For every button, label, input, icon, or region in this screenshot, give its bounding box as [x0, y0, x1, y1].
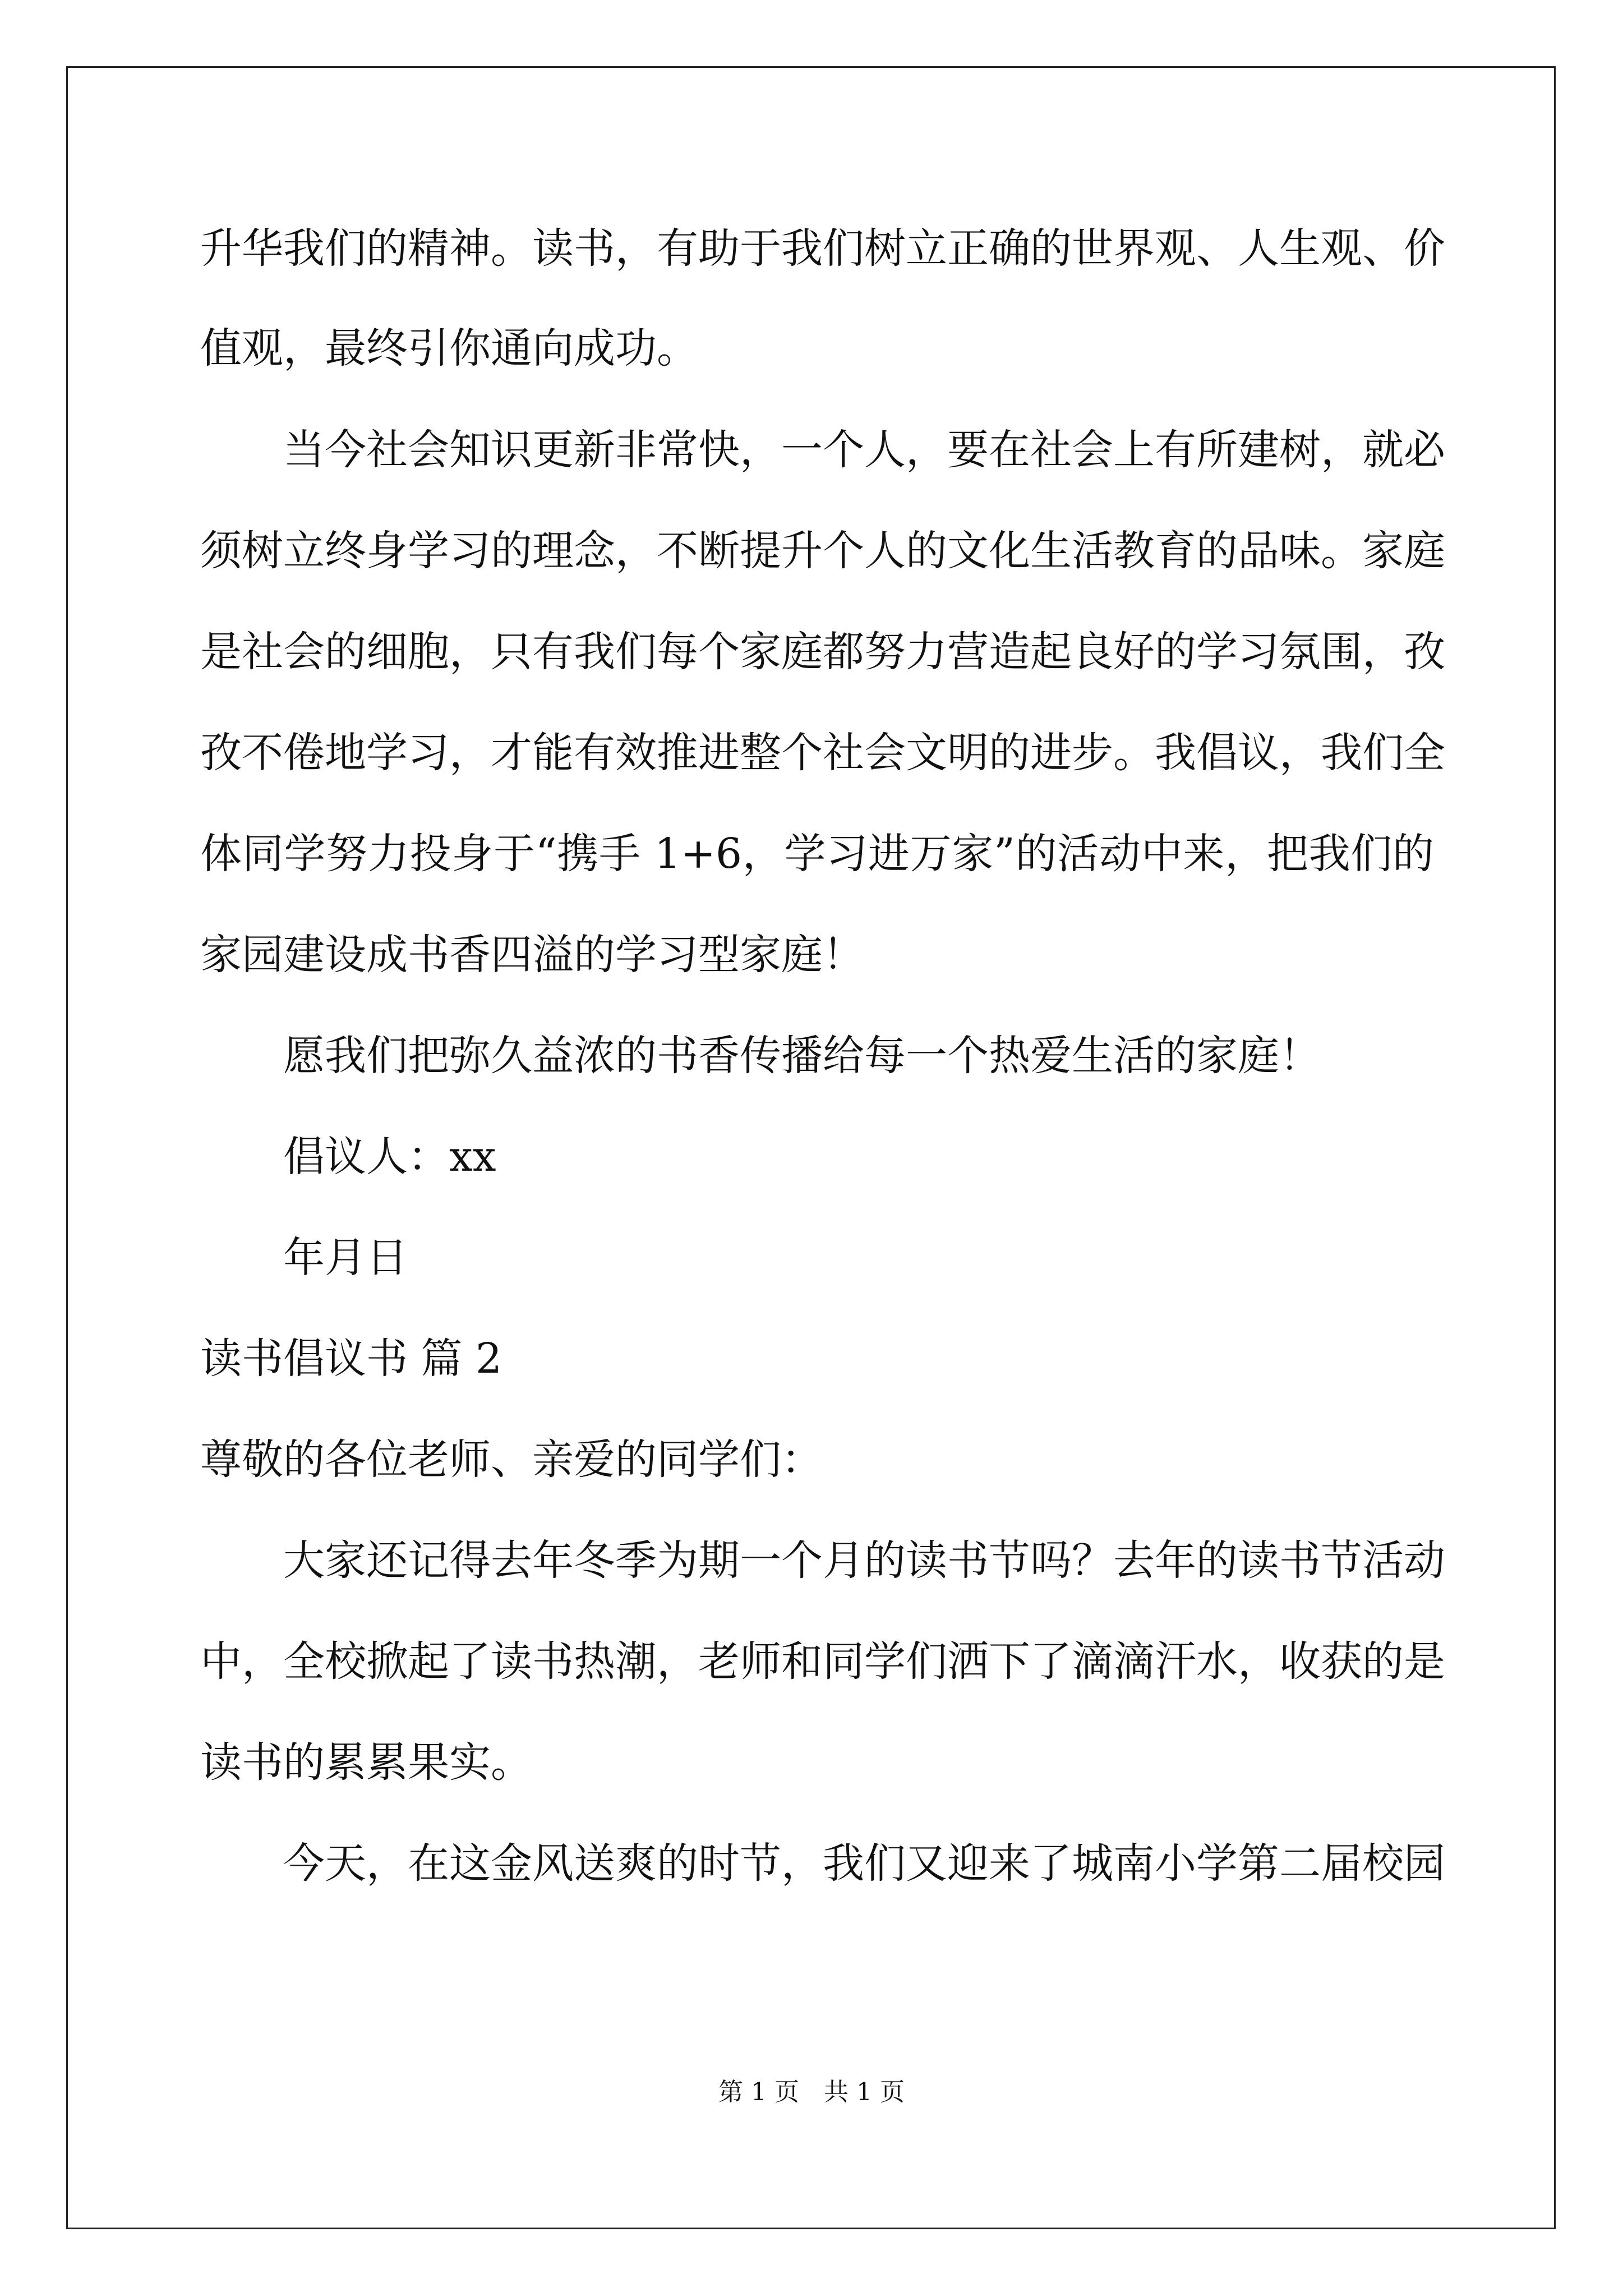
text-line: 愿我们把弥久益浓的书香传播给每一个热爱生活的家庭！	[283, 1032, 1321, 1080]
text-line: 值观，最终引你通向成功。	[200, 324, 698, 372]
text-line: 当今社会知识更新非常快，一个人，要在社会上有所建树，就必	[283, 426, 1445, 474]
text-line: 是社会的细胞，只有我们每个家庭都努力营造起良好的学习氛围，孜	[200, 628, 1445, 676]
section-title: 读书倡议书 篇 2	[200, 1335, 502, 1383]
text-line: 大家还记得去年冬季为期一个月的读书节吗？去年的读书节活动	[283, 1536, 1445, 1585]
text-line: 今天，在这金风送爽的时节，我们又迎来了城南小学第二届校园	[283, 1839, 1445, 1888]
text-line: 须树立终身学习的理念，不断提升个人的文化生活教育的品味。家庭	[200, 527, 1445, 575]
page-footer: 第 1 页 共 1 页	[718, 2078, 905, 2106]
salutation: 尊敬的各位老师、亲爱的同学们：	[200, 1435, 823, 1484]
proposer-line: 倡议人：xx	[283, 1133, 496, 1181]
text-line: 体同学努力投身于“携手 1+6，学习进万家”的活动中来，把我们的	[200, 830, 1434, 878]
text-line: 中，全校掀起了读书热潮，老师和同学们洒下了滴滴汗水，收获的是	[200, 1637, 1445, 1686]
text-line: 升华我们的精神。读书，有助于我们树立正确的世界观、人生观、价	[200, 224, 1445, 273]
date-line: 年月日	[283, 1234, 408, 1282]
text-line: 读书的累累果实。	[200, 1738, 532, 1787]
text-line: 家园建设成书香四溢的学习型家庭！	[200, 931, 864, 979]
text-line: 孜不倦地学习，才能有效推进整个社会文明的进步。我倡议，我们全	[200, 729, 1445, 777]
